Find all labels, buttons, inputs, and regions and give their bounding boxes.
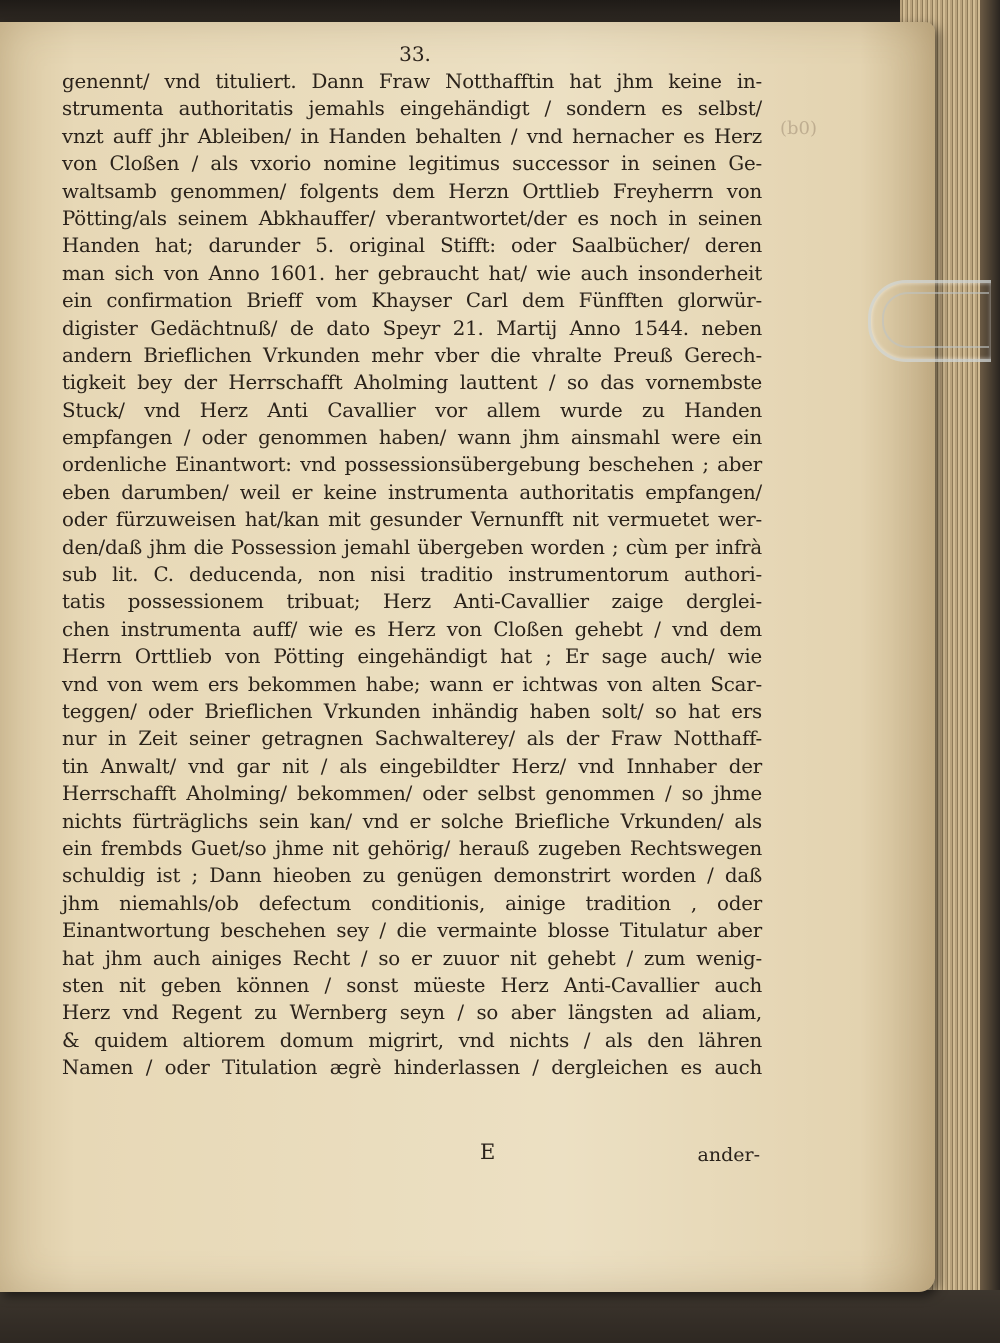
text-line: jhm niemahls/ob defectum conditionis, ainige tradition , oder: [62, 891, 762, 915]
show-through-mark: (b0): [780, 118, 818, 139]
text-line: tigkeit bey der Herrschafft Aholming lauttent / so das vornembste: [62, 371, 762, 395]
text-line: den/daß jhm die Possession jemahl übergeben worden ; cùm per infrà: [62, 535, 762, 559]
text-line: genennt/ vnd tituliert. Dann Fraw Notthafftin hat jhm keine in-: [62, 70, 762, 93]
text-line: tin Anwalt/ vnd gar nit / als eingebildter Herz/ vnd Innhaber der: [62, 754, 762, 778]
text-line: & quidem altiorem domum migrirt, vnd nichts / als den lähren: [62, 1028, 762, 1052]
text-line: Herrn Orttlieb von Pötting eingehändigt hat ; Er sage auch/ wie: [62, 645, 762, 669]
text-line: hat jhm auch ainiges Recht / so er zuuor nit gehebt / zum wenig-: [62, 946, 762, 970]
page-clip-inner: [882, 292, 989, 348]
text-line: digister Gedächtnuß/ de dato Speyr 21. Martij Anno 1544. neben: [62, 316, 762, 340]
text-line: nur in Zeit seiner getragnen Sachwalterey/ als der Fraw Notthaff-: [62, 727, 762, 751]
text-line: Stuck/ vnd Herz Anti Cavallier vor allem wurde zu Handen: [62, 398, 762, 422]
text-line: eben darumben/ weil er keine instrumenta authoritatis empfangen/: [62, 480, 762, 504]
text-line: Herrschafft Aholming/ bekommen/ oder selbst genommen / so jhme: [62, 782, 762, 806]
text-line: empfangen / oder genommen haben/ wann jhm ainsmahl were ein: [62, 426, 762, 450]
text-line: Handen hat; darunder 5. original Stifft: oder Saalbücher/ deren: [62, 234, 762, 258]
background-bottom: [0, 1290, 1000, 1343]
text-line: von Cloßen / als vxorio nomine legitimus successor in seinen Ge-: [62, 152, 762, 176]
body-text: [62, 68, 762, 1081]
text-line: strumenta authoritatis jemahls eingehändigt / sondern es selbst/: [62, 97, 762, 121]
text-line: man sich von Anno 1601. her gebraucht hat/ wie auch insonderheit: [62, 261, 762, 285]
text-line: sten nit geben können / sonst müeste Herz Anti-Cavallier auch: [62, 973, 762, 997]
text-line: vnzt auff jhr Ableiben/ in Handen behalten / vnd hernacher es Herz: [62, 124, 762, 148]
text-line: Pötting/als seinem Abkhauffer/ vberantwortet/der es noch in seinen: [62, 206, 762, 230]
text-line: nichts fürträglichs sein kan/ vnd er solche Briefliche Vrkunden/ als: [62, 809, 762, 833]
text-line: Namen / oder Titulation ægrè hinderlassen / dergleichen es auch: [62, 1056, 762, 1080]
text-line: ordenliche Einantwort: vnd possessionsübergebung beschehen ; aber: [62, 453, 762, 477]
text-line: oder fürzuweisen hat/kan mit gesunder Vernunfft nit vermuetet wer-: [62, 508, 762, 532]
text-line: sub lit. C. deducenda, non nisi traditio instrumentorum authori-: [62, 563, 762, 587]
text-line: vnd von wem ers bekommen habe; wann er ichtwas von alten Scar-: [62, 672, 762, 696]
text-line: teggen/ oder Brieflichen Vrkunden inhändig haben solt/ so hat ers: [62, 699, 762, 723]
book-edge-shadow: [980, 0, 1000, 1343]
page-number: 33.: [399, 42, 431, 66]
catchword: ander-: [697, 1144, 760, 1166]
page-footer: [470, 1140, 770, 1174]
text-line: ein frembds Guet/so jhme nit gehörig/ herauß zugeben Rechtswegen: [62, 836, 762, 860]
text-line: tatis possessionem tribuat; Herz Anti-Cavallier zaige derglei-: [62, 590, 762, 614]
text-line: schuldig ist ; Dann hieoben zu genügen demonstrirt worden / daß: [62, 864, 762, 888]
signature-mark: E: [480, 1140, 496, 1164]
text-line: andern Brieflichen Vrkunden mehr vber die vhralte Preuß Gerech-: [62, 343, 762, 367]
text-line: Herz vnd Regent zu Wernberg seyn / so aber längsten ad aliam,: [62, 1001, 762, 1025]
text-line: chen instrumenta auff/ wie es Herz von Cloßen gehebt / vnd dem: [62, 617, 762, 641]
text-line: ein confirmation Brieff vom Khayser Carl dem Fünfften glorwür-: [62, 289, 762, 313]
text-line: waltsamb genommen/ folgents dem Herzn Orttlieb Freyherrn von: [62, 179, 762, 203]
text-line: Einantwortung beschehen sey / die vermainte blosse Titulatur aber: [62, 919, 762, 943]
